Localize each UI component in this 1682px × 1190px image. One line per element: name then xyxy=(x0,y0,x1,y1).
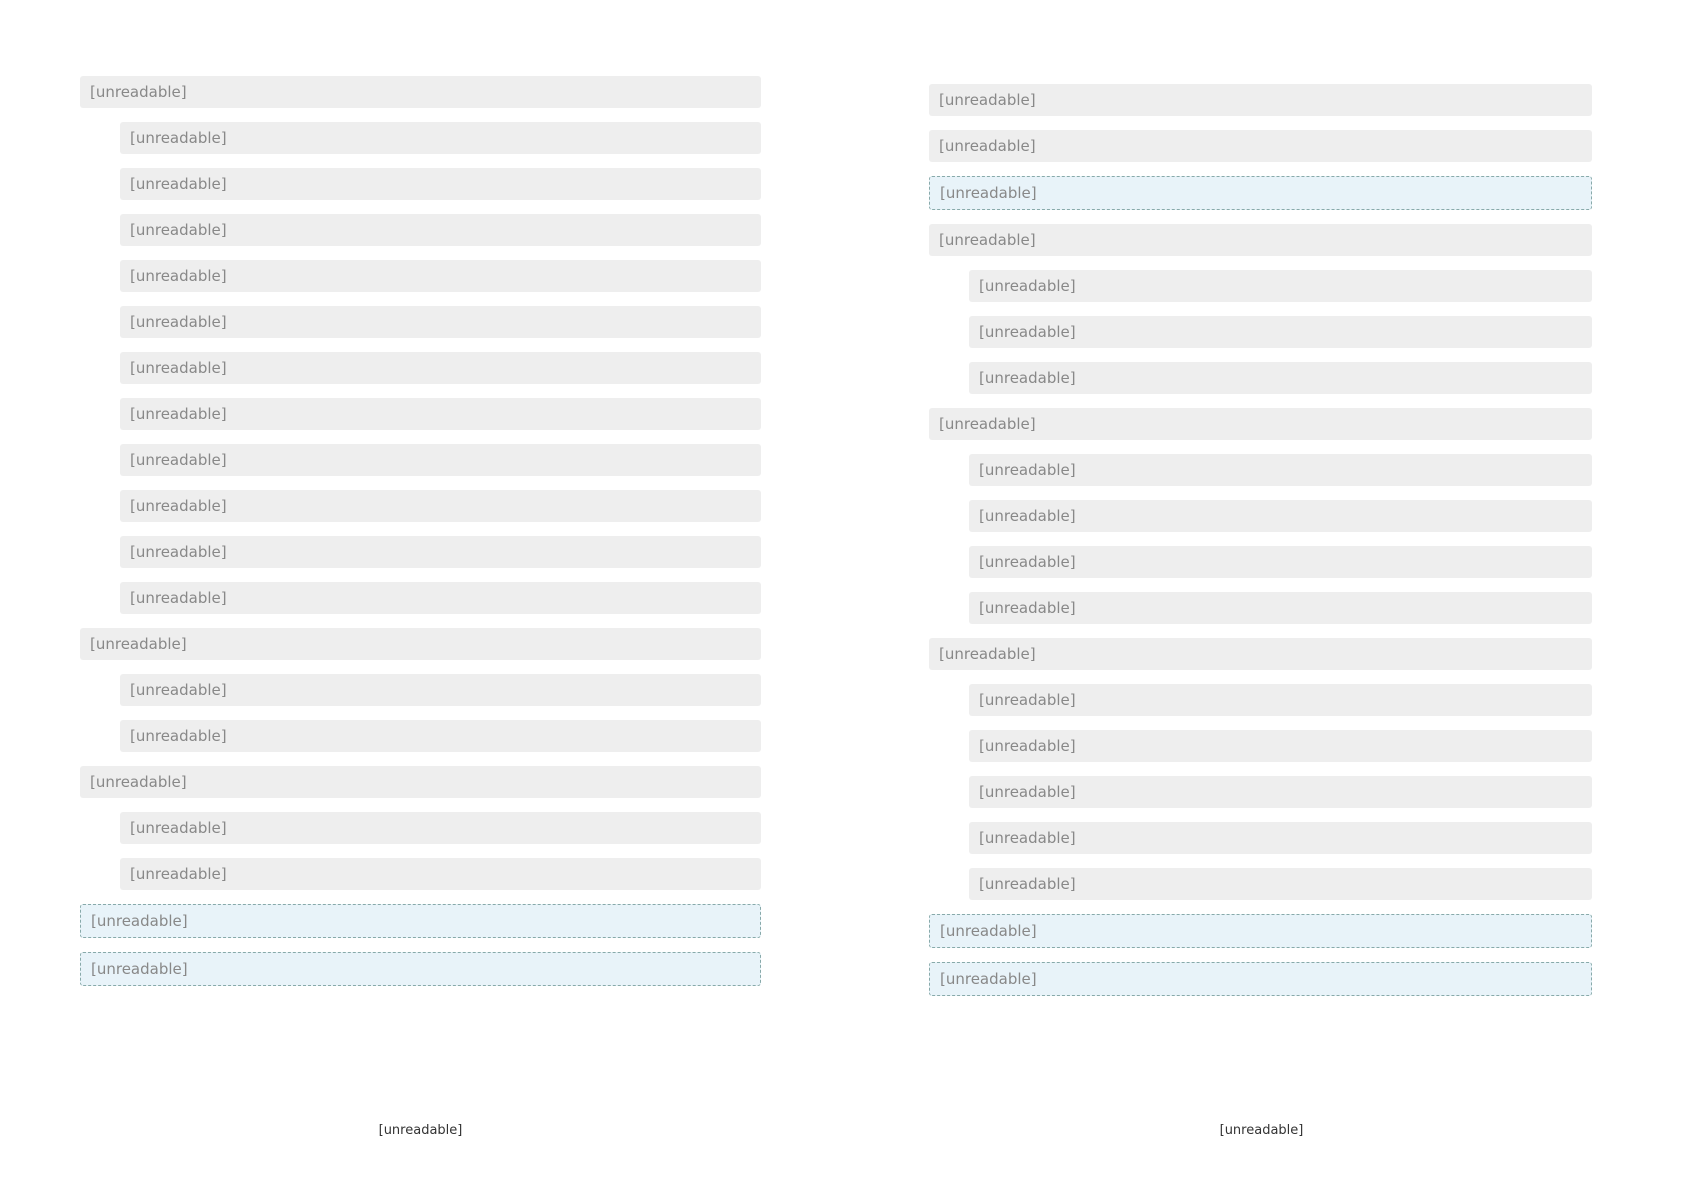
text-block: [unreadable] xyxy=(120,812,761,844)
text-block: [unreadable] xyxy=(929,962,1592,996)
text-block: [unreadable] xyxy=(969,868,1592,900)
text-block: [unreadable] xyxy=(969,500,1592,532)
text-block: [unreadable] xyxy=(929,130,1592,162)
text-block: [unreadable] xyxy=(120,306,761,338)
text-block: [unreadable] xyxy=(120,352,761,384)
text-block: [unreadable] xyxy=(969,316,1592,348)
text-block: [unreadable] xyxy=(929,224,1592,256)
text-block: [unreadable] xyxy=(969,546,1592,578)
right-page xyxy=(841,0,1682,1190)
text-block: [unreadable] xyxy=(929,914,1592,948)
page-number: [unreadable] xyxy=(378,1123,463,1138)
text-block: [unreadable] xyxy=(969,822,1592,854)
page-number: [unreadable] xyxy=(1219,1123,1304,1138)
text-block: [unreadable] xyxy=(969,684,1592,716)
text-block: [unreadable] xyxy=(969,730,1592,762)
text-block: [unreadable] xyxy=(80,904,761,938)
text-block: [unreadable] xyxy=(120,122,761,154)
text-block: [unreadable] xyxy=(120,260,761,292)
text-block: [unreadable] xyxy=(929,408,1592,440)
text-block: [unreadable] xyxy=(969,454,1592,486)
text-block: [unreadable] xyxy=(120,536,761,568)
text-block: [unreadable] xyxy=(120,858,761,890)
text-block: [unreadable] xyxy=(120,168,761,200)
text-block: [unreadable] xyxy=(80,766,761,798)
text-block: [unreadable] xyxy=(120,720,761,752)
text-block: [unreadable] xyxy=(120,214,761,246)
text-block: [unreadable] xyxy=(969,362,1592,394)
text-block: [unreadable] xyxy=(120,490,761,522)
text-block: [unreadable] xyxy=(80,628,761,660)
text-block: [unreadable] xyxy=(80,76,761,108)
text-block: [unreadable] xyxy=(120,444,761,476)
text-block: [unreadable] xyxy=(929,176,1592,210)
text-block: [unreadable] xyxy=(120,582,761,614)
text-block: [unreadable] xyxy=(929,84,1592,116)
text-block: [unreadable] xyxy=(969,270,1592,302)
text-block: [unreadable] xyxy=(120,398,761,430)
text-block: [unreadable] xyxy=(929,638,1592,670)
text-block: [unreadable] xyxy=(969,776,1592,808)
text-block: [unreadable] xyxy=(120,674,761,706)
text-block: [unreadable] xyxy=(969,592,1592,624)
text-block: [unreadable] xyxy=(80,952,761,986)
